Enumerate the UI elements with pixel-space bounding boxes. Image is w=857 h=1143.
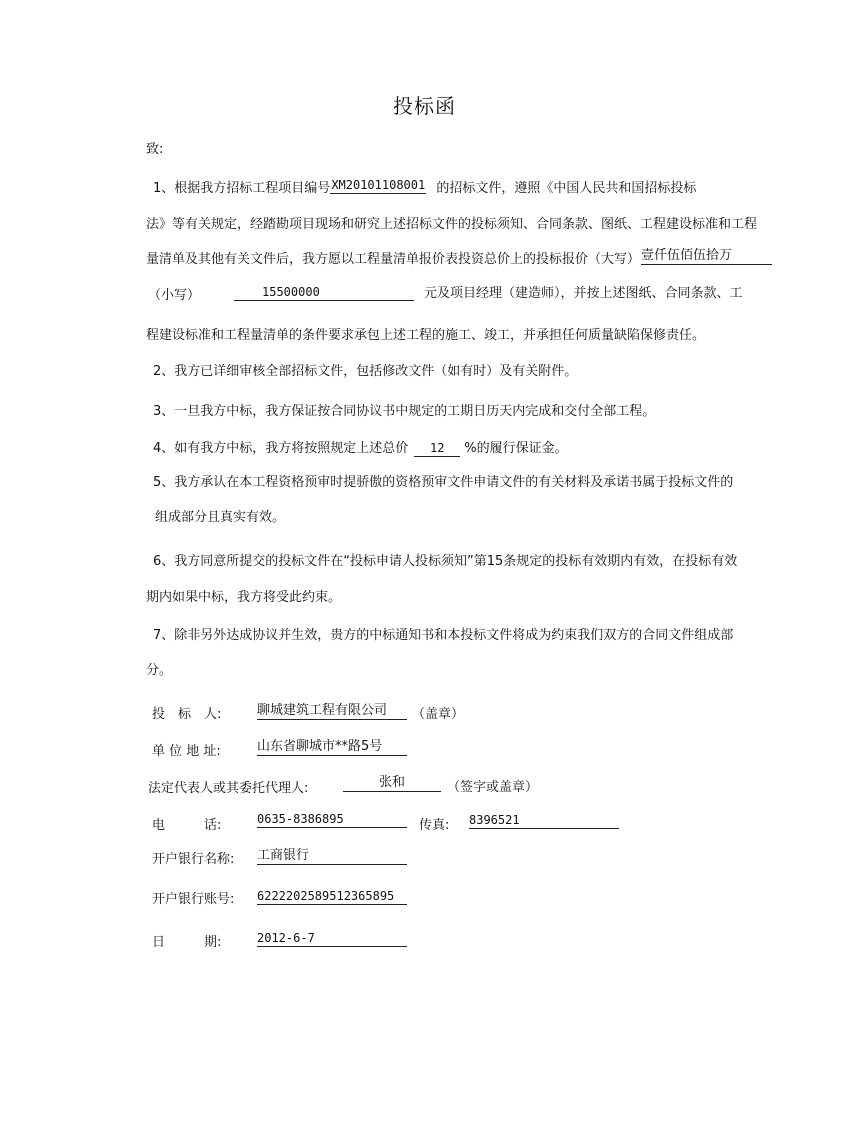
para4 (153, 437, 568, 457)
para1-line1 (153, 177, 696, 196)
para1-text-a: 1、根据我方招标工程项目编号 (153, 181, 331, 196)
bank-label: 开户银行名称: (152, 852, 235, 867)
bidder-label: 投 标 人: (152, 707, 222, 722)
para7-line1: 7、除非另外达成协议并生效，贵方的中标通知书和本投标文件将成为约束我们双方的合同文件组成部 (153, 628, 734, 643)
project-number-field: XM20101108001 (331, 178, 426, 192)
salutation: 致: (146, 142, 164, 157)
account-label: 开户银行账号: (152, 892, 235, 907)
para6-line2: 期内如果中标，我方将受此约束。 (146, 590, 342, 605)
para6-line1: 6、我方同意所提交的投标文件在“投标申请人投标须知”第15条规定的投标有效期内有效，在投标有效 (153, 554, 738, 569)
page-title: 投标函 (393, 94, 456, 118)
representative-label: 法定代表人或其委托代理人: (148, 781, 309, 796)
para4-text-a: 4、如有我方中标，我方将按照规定上述总价 (153, 441, 409, 456)
representative-suffix: （签字或盖章） (447, 780, 539, 795)
fax-field: 8396521 (469, 812, 619, 829)
para1-line3: 量清单及其他有关文件后，我方愿以工程量清单报价表投资总价上的投标报价（大写） (146, 252, 641, 267)
para5-line1: 5、我方承认在本工程资格预审时提骄傲的资格预审文件申请文件的有关材料及承诺书属于投标文件的 (153, 475, 734, 490)
para7-line2: 分。 (146, 663, 173, 678)
address-field: 山东省聊城市**路5号 (257, 739, 407, 756)
amount-lower-field: 15500000 (234, 284, 414, 301)
date-label: 日 期: (152, 935, 222, 950)
para1-line2: 法》等有关规定，经踏勘项目现场和研究上述招标文件的投标须知、合同条款、图纸、工程建设标准和工程 (146, 217, 758, 232)
para3: 3、一旦我方中标，我方保证按合同协议书中规定的工期日历天内完成和交付全部工程。 (153, 404, 656, 419)
bidder-suffix: （盖章） (412, 707, 465, 722)
small-label: （小写） (148, 288, 201, 303)
address-label: 单 位 地 址: (152, 744, 221, 759)
para4-text-b: %的履行保证金。 (464, 441, 568, 456)
percent-field: 12 (414, 440, 460, 457)
bank-field: 工商银行 (257, 848, 407, 865)
para1-line4: 元及项目经理（建造师），并按上述图纸、合同条款、工 (424, 286, 743, 301)
para2: 2、我方已详细审核全部招标文件，包括修改文件（如有时）及有关附件。 (153, 364, 578, 379)
representative-field: 张和 (343, 775, 441, 792)
amount-upper-field: 壹仟伍佰伍拾万 (641, 248, 772, 265)
para1-line5: 程建设标准和工程量清单的条件要求承包上述工程的施工、竣工，并承担任何质量缺陷保修责任。 (146, 328, 706, 343)
account-field: 6222202589512365895 (257, 888, 407, 905)
phone-field: 0635-8386895 (257, 811, 407, 828)
phone-label: 电 话: (152, 818, 222, 833)
bidder-field: 聊城建筑工程有限公司 (257, 703, 407, 720)
para1-text-b: 的招标文件，遵照《中国人民共和国招标投标 (436, 181, 697, 196)
fax-label: 传真: (419, 818, 450, 833)
para5-line2: 组成部分且真实有效。 (155, 510, 286, 525)
date-field: 2012-6-7 (257, 930, 407, 947)
